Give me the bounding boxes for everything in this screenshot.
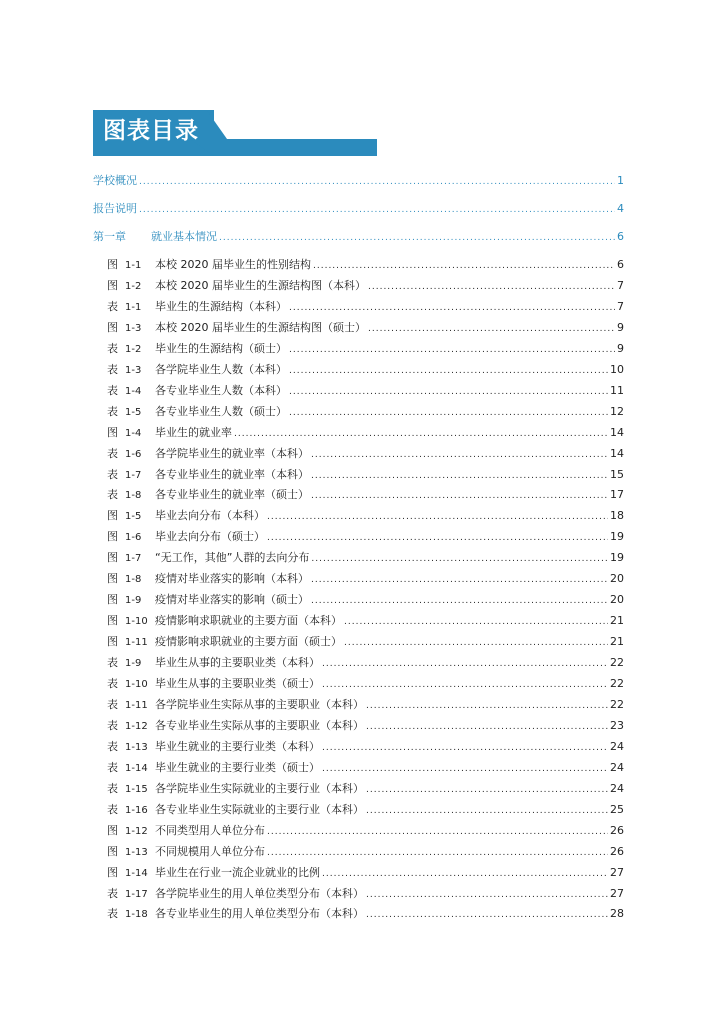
toc-leader: [311, 596, 608, 606]
toc-leader: [289, 408, 608, 418]
toc-leader: [366, 890, 608, 900]
toc-item-title: 各专业毕业生人数（硕士）: [155, 404, 287, 418]
toc-item-number: 1-12: [125, 720, 148, 732]
toc-item-title: 本校 2020 届毕业生的生源结构图（硕士）: [155, 320, 366, 334]
toc-item[interactable]: [107, 738, 624, 756]
toc-page-number: 11: [610, 383, 624, 397]
toc-item-label: [107, 885, 364, 901]
toc-item[interactable]: [107, 780, 624, 798]
toc-item[interactable]: [107, 696, 624, 714]
toc-item-title: 疫情对毕业落实的影响（本科）: [155, 572, 309, 586]
toc-item-kind: 图: [107, 320, 118, 334]
toc-leader: [322, 659, 608, 669]
toc-leader: [289, 345, 615, 355]
toc-leader: [289, 387, 608, 397]
toc-item-number: 1-8: [125, 574, 142, 586]
toc-item-title: 毕业生的生源结构（硕士）: [155, 341, 287, 355]
toc-page-number: 27: [610, 865, 624, 879]
page-title: 图表目录: [103, 118, 199, 144]
toc-item[interactable]: [107, 885, 624, 903]
toc-page-number: 23: [610, 718, 624, 732]
toc-leader: [267, 827, 608, 837]
toc-page-number: 25: [610, 802, 624, 816]
toc-leader: [366, 785, 608, 795]
toc-item-label: [107, 864, 320, 880]
toc-page-number: 7: [617, 299, 624, 313]
toc-item-kind: 图: [107, 823, 118, 837]
toc-item[interactable]: [107, 277, 624, 295]
toc-item[interactable]: [107, 319, 624, 337]
toc-item-title: 各专业毕业生的就业率（本科）: [155, 467, 309, 481]
toc-item-kind: 表: [107, 886, 118, 900]
toc-item[interactable]: [107, 843, 624, 861]
toc-item-label: [107, 277, 366, 293]
toc-page-number: 24: [610, 781, 624, 795]
toc-item-number: 1-10: [125, 679, 148, 690]
toc-item-label: [107, 759, 320, 775]
toc-item-number: 1-4: [125, 385, 142, 397]
toc-leader: [267, 848, 608, 858]
toc-item-number: 1-2: [125, 343, 142, 355]
toc-page-number: 4: [617, 202, 624, 215]
toc-item-kind: 图: [107, 509, 118, 523]
toc-item-number: 1-16: [125, 804, 148, 816]
toc-item-title: “无工作，其他”人群的去向分布: [155, 551, 310, 565]
toc-item-title: 各专业毕业生实际从事的主要职业（本科）: [155, 718, 364, 732]
toc-item[interactable]: [107, 654, 624, 672]
toc-item-number: 1-15: [125, 783, 148, 795]
toc-item-kind: 表: [107, 467, 118, 481]
toc-chapter[interactable]: [93, 228, 624, 246]
toc-leader: [139, 177, 615, 187]
toc-item-kind: 图: [107, 844, 118, 858]
toc-item-label: [107, 256, 311, 272]
toc-page-number: 18: [610, 509, 624, 523]
toc-item-title: 疫情影响求职就业的主要方面（本科）: [155, 614, 342, 628]
toc-item[interactable]: [107, 424, 624, 442]
toc-item-label: [107, 382, 287, 398]
toc-item-number: 1-14: [125, 762, 148, 774]
toc-item-title: 疫情对毕业落实的影响（硕士）: [155, 593, 309, 607]
toc-leader: [289, 303, 615, 313]
toc-item-number: 1-8: [125, 490, 142, 502]
toc-item[interactable]: [107, 528, 624, 546]
toc-item[interactable]: [107, 633, 624, 651]
toc-item-label: [107, 424, 232, 440]
toc-item[interactable]: [107, 570, 624, 588]
toc-item-kind: 图: [107, 593, 118, 607]
toc-item-kind: 表: [107, 446, 118, 460]
toc-item-title: 各学院毕业生人数（本科）: [155, 362, 287, 376]
toc-item-number: 1-18: [125, 909, 148, 921]
toc-leader: [322, 869, 608, 879]
toc-item-kind: 表: [107, 299, 118, 313]
toc-item-title: 各学院毕业生的用人单位类型分布（本科）: [155, 886, 364, 900]
toc-item-number: 1-14: [125, 867, 148, 879]
toc-item-number: 1-3: [125, 322, 142, 334]
toc-page-number: 9: [617, 320, 624, 334]
toc-item-number: 1-9: [125, 595, 142, 607]
toc-leader: [366, 701, 608, 711]
toc-item-kind: 表: [107, 739, 118, 753]
toc-item-label: [107, 612, 342, 628]
toc-leader: [219, 233, 615, 243]
toc-page-number: 20: [610, 593, 624, 607]
toc-item-number: 1-4: [125, 427, 142, 439]
toc-item-title: 毕业生从事的主要职业类（本科）: [155, 656, 320, 669]
toc-item-label: [107, 654, 320, 670]
toc-leader: [368, 324, 615, 334]
toc-page-number: 24: [610, 739, 624, 753]
toc-item-label: [107, 696, 364, 712]
toc-item-title: 各专业毕业生的用人单位类型分布（本科）: [155, 907, 364, 921]
toc-item-kind: 图: [107, 614, 118, 628]
toc-item-title: 本校 2020 届毕业生的生源结构图（本科）: [155, 278, 366, 292]
toc-item-number: 1-6: [125, 532, 142, 544]
toc-item-label: [107, 905, 364, 921]
toc-item-kind: 表: [107, 760, 118, 774]
toc-leader: [366, 806, 608, 816]
toc-item-label: [107, 633, 342, 649]
toc-item-number: 1-11: [125, 700, 148, 711]
toc-item-label: [107, 298, 287, 314]
toc-item-title: 毕业去向分布（硕士）: [155, 530, 265, 544]
toc-leader: [289, 366, 608, 376]
toc-item-label: [107, 717, 364, 733]
toc-item-label: [107, 570, 309, 586]
toc-leader: [322, 680, 608, 690]
toc-item-label: [107, 801, 364, 817]
toc-leader: [267, 512, 608, 522]
toc-item-title: 疫情影响求职就业的主要方面（硕士）: [155, 635, 342, 649]
toc-item-label: [107, 486, 309, 502]
toc-page-number: 7: [617, 278, 624, 292]
toc-item-number: 1-1: [125, 260, 142, 271]
toc-leader: [322, 764, 608, 774]
toc-leader: [344, 638, 608, 648]
toc-item-title: 本校 2020 届毕业生的性别结构: [155, 258, 311, 271]
toc-item-number: 1-7: [125, 553, 142, 565]
toc-item-label: [107, 591, 309, 607]
toc-item-title: 毕业生就业的主要行业类（本科）: [155, 739, 320, 753]
toc-item-title: 毕业生从事的主要职业类（硕士）: [155, 677, 320, 690]
toc-item-kind: 表: [107, 698, 118, 711]
toc-item-kind: 表: [107, 907, 118, 921]
toc-leader: [311, 450, 608, 460]
toc-item-number: 1-6: [125, 448, 142, 460]
toc-item-kind: 图: [107, 258, 118, 271]
toc-page-number: 6: [617, 258, 624, 271]
toc-item[interactable]: [107, 717, 624, 735]
toc-page-number: 22: [610, 698, 624, 711]
toc-item-kind: 表: [107, 802, 118, 816]
toc-leader: [267, 533, 608, 543]
toc-item-title: 不同类型用人单位分布: [155, 823, 265, 837]
toc-item[interactable]: [107, 403, 624, 421]
toc-leader: [366, 910, 608, 920]
toc-item-title: 各学院毕业生的就业率（本科）: [155, 446, 309, 460]
toc-chapter-label: 学校概况: [93, 174, 137, 187]
toc-page-number: 19: [610, 551, 624, 565]
toc-item-number: 1-12: [125, 825, 148, 837]
toc-item-kind: 图: [107, 278, 118, 292]
toc-page-number: 6: [617, 230, 624, 243]
toc-page-number: 22: [610, 656, 624, 669]
toc-leader: [322, 743, 608, 753]
toc-chapter[interactable]: [93, 172, 624, 190]
toc-item[interactable]: [107, 382, 624, 400]
toc-chapter-number: 第一章: [93, 230, 126, 243]
toc-item-label: [107, 361, 287, 377]
toc-leader: [344, 617, 608, 627]
toc-item-label: [107, 466, 309, 482]
toc-item[interactable]: [107, 549, 624, 567]
toc-item-title: 各学院毕业生实际从事的主要职业（本科）: [155, 698, 364, 711]
toc-item-kind: 图: [107, 865, 118, 879]
toc-item-title: 毕业生就业的主要行业类（硕士）: [155, 760, 320, 774]
toc-item-kind: 表: [107, 362, 118, 376]
toc-item-number: 1-3: [125, 364, 142, 376]
toc-item-label: [107, 340, 287, 356]
toc-item-label: [107, 528, 265, 544]
toc-item-kind: 图: [107, 530, 118, 544]
toc-item[interactable]: [107, 445, 624, 463]
toc-item[interactable]: [107, 466, 624, 484]
toc-item-title: 各学院毕业生实际就业的主要行业（本科）: [155, 781, 364, 795]
toc-item-kind: 图: [107, 551, 118, 565]
toc-item-kind: 表: [107, 781, 118, 795]
toc-item-title: 各专业毕业生人数（本科）: [155, 383, 287, 397]
toc-item-number: 1-7: [125, 469, 142, 481]
toc-item-number: 1-13: [125, 846, 148, 858]
toc-leader: [311, 491, 608, 501]
toc-item-number: 1-9: [125, 658, 142, 669]
toc-page-number: 12: [610, 404, 624, 418]
toc-page-number: 21: [610, 635, 624, 649]
toc-item-number: 1-10: [125, 616, 148, 628]
toc-page-number: 28: [610, 907, 624, 921]
toc-item-label: [107, 319, 366, 335]
toc-item[interactable]: [107, 256, 624, 274]
toc-item-title: 各专业毕业生的就业率（硕士）: [155, 488, 309, 502]
toc-item[interactable]: [107, 864, 624, 882]
toc-page-number: 10: [610, 362, 624, 376]
toc-page-number: 15: [610, 467, 624, 481]
toc-leader: [313, 261, 615, 271]
toc-item-kind: 图: [107, 635, 118, 649]
toc-page-number: 26: [610, 844, 624, 858]
toc-item[interactable]: [107, 612, 624, 630]
toc-item-title: 各专业毕业生实际就业的主要行业（本科）: [155, 802, 364, 816]
toc-item-label: [107, 675, 320, 691]
toc-page-number: 27: [610, 886, 624, 900]
toc-page-number: 20: [610, 572, 624, 586]
toc-leader: [234, 429, 608, 439]
toc-item-number: 1-17: [125, 888, 148, 900]
toc-leader: [311, 471, 608, 481]
toc-item[interactable]: [107, 759, 624, 777]
toc-item[interactable]: [107, 905, 624, 923]
toc-item-title: 毕业生的生源结构（本科）: [155, 299, 287, 313]
toc-leader: [366, 722, 608, 732]
toc-page-number: 22: [610, 677, 624, 690]
toc-item-kind: 表: [107, 383, 118, 397]
toc-item-label: [107, 549, 309, 565]
toc-chapter-title: 就业基本情况: [151, 230, 217, 243]
toc-page-number: 19: [610, 530, 624, 544]
toc-page-number: 26: [610, 823, 624, 837]
toc-item-number: 1-5: [125, 406, 142, 418]
toc-chapter[interactable]: [93, 200, 624, 218]
toc-item-kind: 表: [107, 677, 118, 690]
toc-item[interactable]: [107, 340, 624, 358]
toc-item-label: [107, 780, 364, 796]
toc-page-number: 14: [610, 425, 624, 439]
toc-leader: [139, 205, 615, 215]
toc-item-kind: 表: [107, 656, 118, 669]
toc-item-label: [107, 403, 287, 419]
toc-item[interactable]: [107, 298, 624, 316]
toc-item-label: [107, 843, 265, 859]
toc-chapter-label: 报告说明: [93, 202, 137, 215]
toc-item[interactable]: [107, 591, 624, 609]
toc-page-number: 1: [617, 174, 624, 187]
toc-item-label: [107, 822, 265, 838]
toc-item-kind: 表: [107, 488, 118, 502]
toc-leader: [368, 282, 615, 292]
toc-item[interactable]: [107, 486, 624, 504]
toc-item-number: 1-1: [125, 301, 142, 313]
toc-page-number: 14: [610, 446, 624, 460]
toc-item-title: 毕业生的就业率: [155, 425, 232, 439]
toc-item-label: [107, 445, 309, 461]
toc-item[interactable]: [107, 822, 624, 840]
toc-item[interactable]: [107, 507, 624, 525]
toc-item-number: 1-11: [125, 637, 148, 649]
toc-item-title: 毕业去向分布（本科）: [155, 509, 265, 523]
toc-chapter-label: [93, 228, 217, 244]
toc-leader: [311, 554, 608, 564]
toc-item-kind: 表: [107, 718, 118, 732]
toc-item[interactable]: [107, 801, 624, 819]
toc-leader: [311, 575, 608, 585]
toc-page-number: 24: [610, 760, 624, 774]
toc-item-number: 1-5: [125, 511, 142, 523]
toc-item-kind: 表: [107, 341, 118, 355]
toc-item-title: 毕业生在行业一流企业就业的比例: [155, 865, 320, 879]
toc-item-number: 1-13: [125, 741, 148, 753]
toc-item[interactable]: [107, 675, 624, 693]
toc-page-number: 9: [617, 341, 624, 355]
toc-item-kind: 表: [107, 404, 118, 418]
toc-page-number: 17: [610, 488, 624, 502]
toc-page-number: 21: [610, 614, 624, 628]
toc-item-kind: 图: [107, 425, 118, 439]
toc-item-kind: 图: [107, 572, 118, 586]
toc-item-label: [107, 738, 320, 754]
toc-item-title: 不同规模用人单位分布: [155, 844, 265, 858]
toc-item-number: 1-2: [125, 280, 142, 292]
toc-item-label: [107, 507, 265, 523]
toc-item[interactable]: [107, 361, 624, 379]
